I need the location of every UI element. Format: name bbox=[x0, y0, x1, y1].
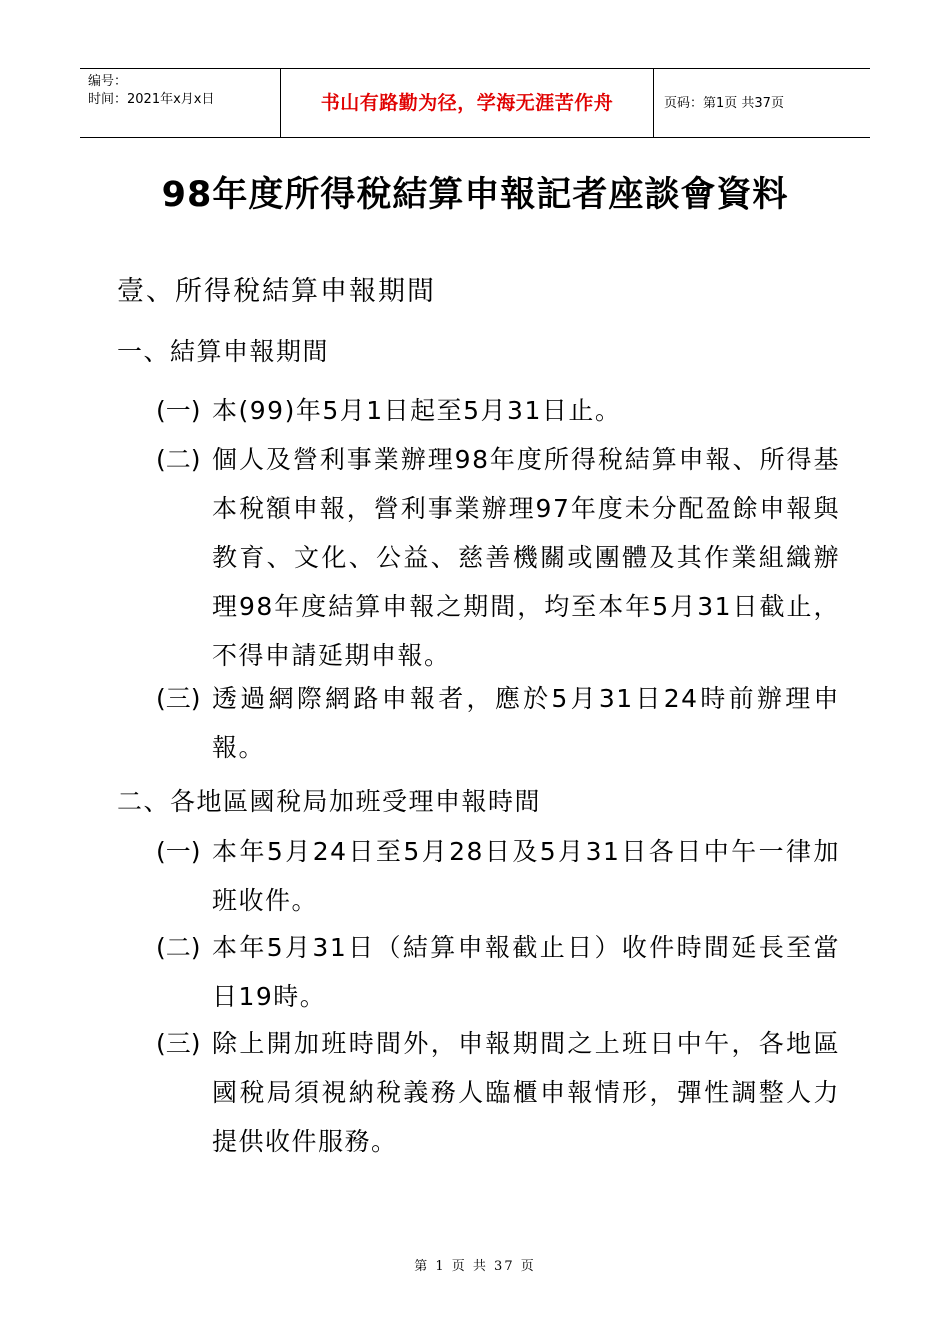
item-text: 本年5月31日（結算申報截止日）收件時間延長至當日19時。 bbox=[212, 933, 840, 1011]
subsection-heading-1: 一、結算申報期間 bbox=[117, 337, 330, 366]
item-label: (二) bbox=[156, 933, 201, 962]
document-time-label: 时间：2021年x月x日 bbox=[88, 92, 215, 107]
item-label: (一) bbox=[156, 396, 201, 425]
item-text: 透過網際網路申報者，應於5月31日24時前辦理申報。 bbox=[212, 684, 840, 762]
document-title: 98年度所得稅結算申報記者座談會資料 bbox=[161, 175, 789, 215]
page-header bbox=[80, 68, 870, 138]
item-label: (三) bbox=[156, 1029, 201, 1058]
list-item bbox=[156, 674, 840, 772]
item-text: 本(99)年5月1日起至5月31日止。 bbox=[212, 396, 622, 425]
list-item bbox=[156, 923, 840, 1021]
item-text: 個人及營利事業辦理98年度所得稅結算申報、所得基本稅額申報，營利事業辦理97年度未分配盈餘申報與教育、文化、公益、慈善機關或團體及其作業組織辦理98年度結算申報之期間，均至本年5月31日截止，不得申請延期申報。 bbox=[212, 445, 840, 670]
list-item bbox=[156, 435, 840, 680]
list-item bbox=[156, 386, 840, 435]
page-footer: 第 1 页 共 37 页 bbox=[414, 1259, 536, 1274]
header-meta-cell bbox=[80, 69, 281, 137]
section-heading: 壹、所得稅結算申報期間 bbox=[117, 276, 436, 307]
item-label: (一) bbox=[156, 837, 201, 866]
header-motto-cell bbox=[281, 69, 654, 137]
item-label: (三) bbox=[156, 684, 201, 713]
list-item bbox=[156, 1019, 840, 1166]
item-text: 本年5月24日至5月28日及5月31日各日中午一律加班收件。 bbox=[212, 837, 840, 915]
item-label: (二) bbox=[156, 445, 201, 474]
header-page-cell bbox=[654, 69, 870, 137]
subsection-heading-2: 二、各地區國稅局加班受理申報時間 bbox=[117, 787, 542, 816]
header-page-info: 页码：第1页 共37页 bbox=[664, 96, 784, 111]
list-item bbox=[156, 827, 840, 925]
motto-text: 书山有路勤为径，学海无涯苦作舟 bbox=[320, 92, 614, 114]
document-number-label: 编号： bbox=[88, 74, 128, 89]
item-text: 除上開加班時間外，申報期間之上班日中午，各地區國稅局須視納稅義務人臨櫃申報情形，彈性調整人力提供收件服務。 bbox=[212, 1029, 840, 1156]
